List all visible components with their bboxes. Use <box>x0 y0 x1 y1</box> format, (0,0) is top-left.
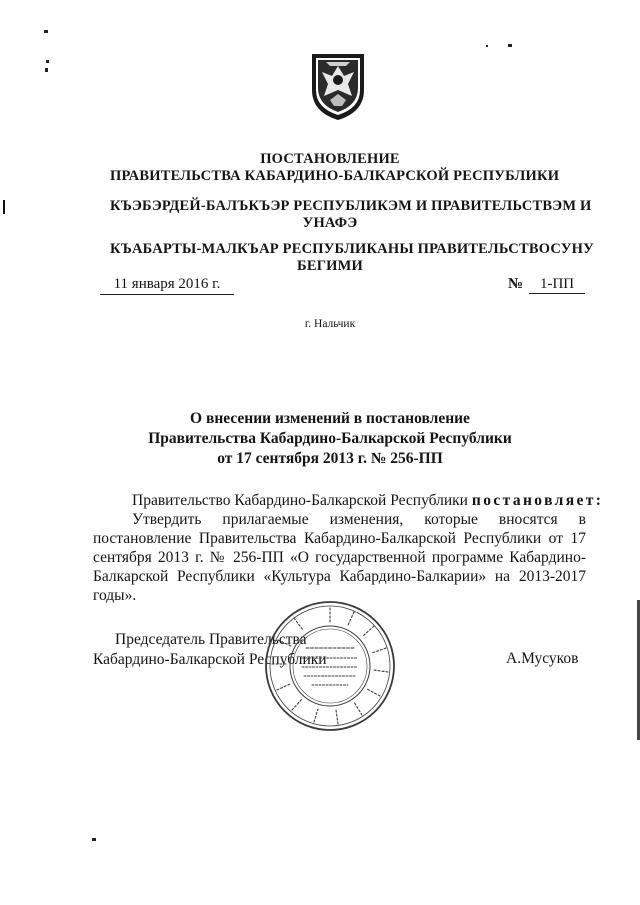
document-date: 11 января 2016 г. <box>100 276 234 295</box>
scan-speck <box>92 838 96 841</box>
heading-line: БЕГИМИ <box>297 258 363 274</box>
document-type-heading <box>110 151 560 185</box>
official-seal <box>262 598 398 734</box>
document-city: г. Нальчик <box>304 318 356 330</box>
heading-line: КЪЭБЭРДЕЙ-БАЛЪКЪЭР РЕСПУБЛИКЭМ И ПРАВИТЕЛЬСТВЭМ И <box>110 198 592 214</box>
scan-speck <box>45 68 48 72</box>
scan-speck <box>46 60 49 63</box>
heading-line: ПОСТАНОВЛЕНИЕ <box>260 151 400 167</box>
title-line: О внесении изменений в постановление <box>190 410 470 427</box>
coat-of-arms-icon <box>308 50 368 122</box>
scan-speck <box>44 30 48 33</box>
signatory-name: А.Мусуков <box>506 650 579 667</box>
scan-speck <box>486 45 488 47</box>
balkar-heading <box>110 241 594 275</box>
title-line: Правительства Кабардино-Балкарской Республики <box>148 430 512 447</box>
number-value: 1-ПП <box>529 276 585 294</box>
title-line: от 17 сентября 2013 г. № 256-ПП <box>217 450 443 467</box>
document-body <box>93 491 604 605</box>
document-title <box>120 409 540 469</box>
lead-keyword: постановляет: <box>471 492 604 509</box>
position-line: Кабардино-Балкарской Республики <box>93 651 327 668</box>
number-label: № <box>508 276 524 292</box>
resolution-lead <box>93 491 604 510</box>
scan-edge-mark <box>3 200 5 214</box>
kabardian-heading <box>110 198 592 232</box>
scan-speck <box>508 44 512 47</box>
position-line: Председатель Правительства <box>115 631 307 648</box>
document-number <box>508 276 585 294</box>
heading-line: УНАФЭ <box>302 215 358 231</box>
heading-line: ПРАВИТЕЛЬСТВА КАБАРДИНО-БАЛКАРСКОЙ РЕСПУБЛИКИ <box>110 168 560 184</box>
lead-text: Правительство Кабардино-Балкарской Республики <box>132 492 472 509</box>
resolution-paragraph: Утвердить прилагаемые изменения, которые вносятся в постановление Правительства Кабардино-Балкарской Республики от 17 сентября 2013 г. № 256-ПП «О государственной программе Кабардино-Балкарской Республики «Культура Кабардино-Балкарии» на 2013-2017 годы». <box>93 511 586 604</box>
heading-line: КЪАБАРТЫ-МАЛКЪАР РЕСПУБЛИКАНЫ ПРАВИТЕЛЬСТВОСУНУ <box>110 241 594 257</box>
